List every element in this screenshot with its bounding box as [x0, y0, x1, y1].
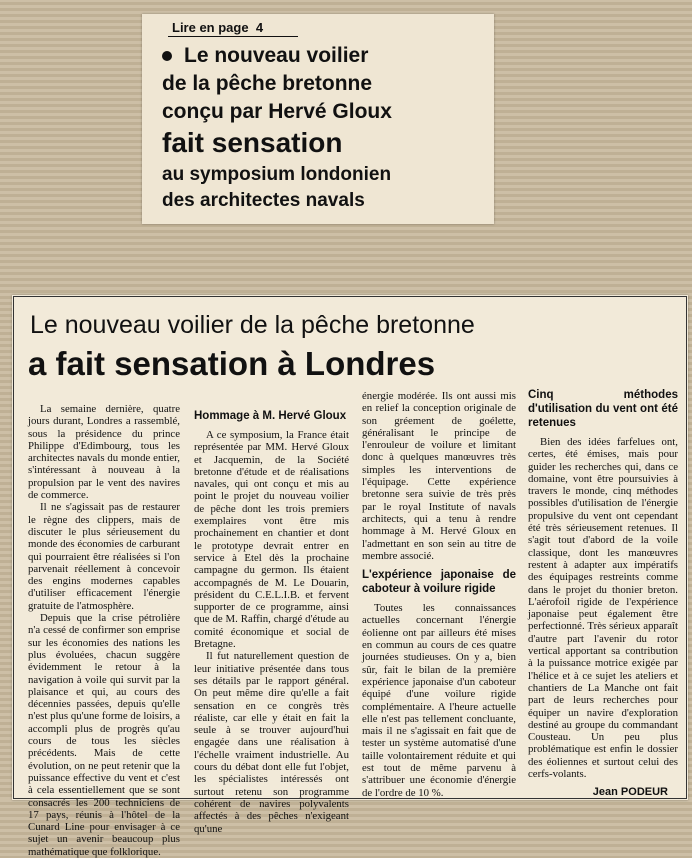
page-reference [172, 20, 263, 35]
paragraph: Il ne s'agissait pas de restaurer le règne des clippers, mais de discuter le plus sérieusement du monde des économies de carburant qui pourraient être réalisées si l'on parvenait réellement à concevoir des engins modernes capables d'utiliser efficacement l'énergie gratuite de l'atmosphère. [28, 501, 180, 612]
subheading-japonaise: L'expérience japonaise de caboteur à voilure rigide [362, 569, 516, 596]
column-3 [362, 390, 516, 799]
paragraph: Bien des idées farfelues ont, certes, été émises, mais pour guider les recherches qui, dans ce domaine, vont être poursuivies à travers le monde, cinq méthodes possibles d'utilisation de l'énergie propulsive du vent ont cependant été très sérieusement retenues. Il s'agit tout d'abord de la voile classique, dont les manœuvres restent à adapter aux impératifs des équipages restreints comme dans le projet du thonier breton. L'aérofoil rigide de l'expérience japonaise peut également être perfectionné. Très sérieux apparaît d'autre part l'avenir du rotor vertical apportant sa contribution à la puissance motrice exigée par l'hélice et à ce sujet les ateliers et chantiers de La Manche ont fait part de leurs recherches pour équiper un navire d'exploration destiné au groupe du commandant Cousteau. Un peu plus problématique est enfin le dossier des éoliennes et surtout celui des cerfs-volants. [528, 436, 678, 781]
teaser-line-3: conçu par Hervé Gloux [162, 100, 392, 123]
lire-label: Lire en page [172, 20, 249, 35]
teaser-line-5: au symposium londonien [162, 164, 392, 185]
headline-top: Le nouveau voilier de la pêche bretonne [30, 311, 475, 339]
subheading-hommage: Hommage à M. Hervé Gloux [194, 410, 347, 422]
paragraph: A ce symposium, la France était représentée par MM. Hervé Gloux et Jacquemin, de la Société bretonne d'étude et de réalisations navales, qui ont conçu et mis au point le projet du nouveau voilier de pêche dont les trois premiers exemplaires vont être mis prochainement en chantier et dont le prototype devrait entrer en service à Etel dès la prochaine campagne du germon. Ils étaient accompagnés de M. Le Douarin, président du C.E.L.I.B. et fervent supporter de ce programme, ainsi que de M. Raffin, chargé d'étude au comité économique et social de Bretagne. [194, 429, 349, 651]
paragraph: Il fut naturellement question de leur initiative présentée dans tous ses détails par le rapport général. On peut même dire qu'elle a fait sensation en ce congrès très réaliste, car elle y était en fait la seule à se trouver aujourd'hui engagée dans une réalisation à l'échelle vraiment industrielle. Au cours du débat dont elle fut l'objet, les spécialistes intéressés ont surtout retenu son programme cohérent de navires polyvalents affectés à des pêches n'exigeant qu'une [194, 650, 349, 835]
paragraph: énergie modérée. Ils ont aussi mis en relief la conception originale de son gréement de goélette, généralisant le principe de l'enrouleur de voilure et limitant donc à quelques manœuvres très simples les interventions de l'équipage. Cette expérience bretonne sera suivie de très près par le royal Institute of navals architects, qui a tenu à rendre hommage à M. Hervé Gloux en l'admettant en son sein au titre de membre associé. [362, 390, 516, 562]
paragraph: Depuis que la crise pétrolière n'a cessé de confirmer son emprise sur les économies des nations les plus évoluées, chacun suggère évidemment le retour à la navigation à voile qui survit par la plaisance et qui, au cours des décennies passées, depuis qu'elle n'est plus qu'une forme de loisirs, a accompli plus de progrès qu'au cours de tous les siècles précédents. Mais de cette évolution, on ne peut retenir que la puissance effective du vent et c'est à cela essentiellement que se sont consacrés les 200 techniciens de 17 pays, réunis à l'hôtel de la Cunard Line pour envisager à ce sujet un avenir beaucoup plus mathématique que folklorique. [28, 612, 180, 858]
column-4 [528, 388, 678, 799]
teaser-line-2: de la pêche bretonne [162, 72, 373, 95]
headline-main: a fait sensation à Londres [28, 345, 436, 382]
teaser-clipping [142, 14, 494, 224]
author-signature: Jean PODEUR [592, 786, 668, 799]
paragraph: La semaine dernière, quatre jours durant, Londres a rassemblé, sous la présidence du prince Philippe d'Edimbourg, tous les architectes navals du monde entier, s'intéressant à nouveau à la propulsion par le vent des navires de commerce. [28, 403, 180, 502]
article-clipping [12, 295, 688, 858]
subheading-cinq-methodes: Cinq méthodes d'utilisation du vent ont été retenues [528, 389, 678, 429]
lire-page-number: 4 [255, 20, 264, 35]
column-1 [28, 403, 180, 858]
bullet-icon [162, 51, 172, 61]
teaser-line-6: des architectes navals [162, 190, 365, 211]
column-2 [194, 403, 349, 835]
underline-rule [168, 36, 298, 37]
paragraph: Toutes les connaissances actuelles concernant l'énergie éolienne ont par ailleurs été mises en commun au cours de ces quatre journées studieuses. On y a, bien sûr, fait le bilan de la première expérience japonaise d'un caboteur équipé d'une voilure rigide complémentaire. A l'heure actuelle elle n'est pas tellement concluante, mais il ne s'agissait en fait que de tester un système automatisé d'une taille volontairement réduite et qui est tout de même parvenu à s'attribuer une économie d'énergie de l'ordre de 10 %. [362, 602, 516, 799]
teaser-line-1: Le nouveau voilier [162, 44, 368, 68]
teaser-line-4: fait sensation [162, 127, 343, 158]
